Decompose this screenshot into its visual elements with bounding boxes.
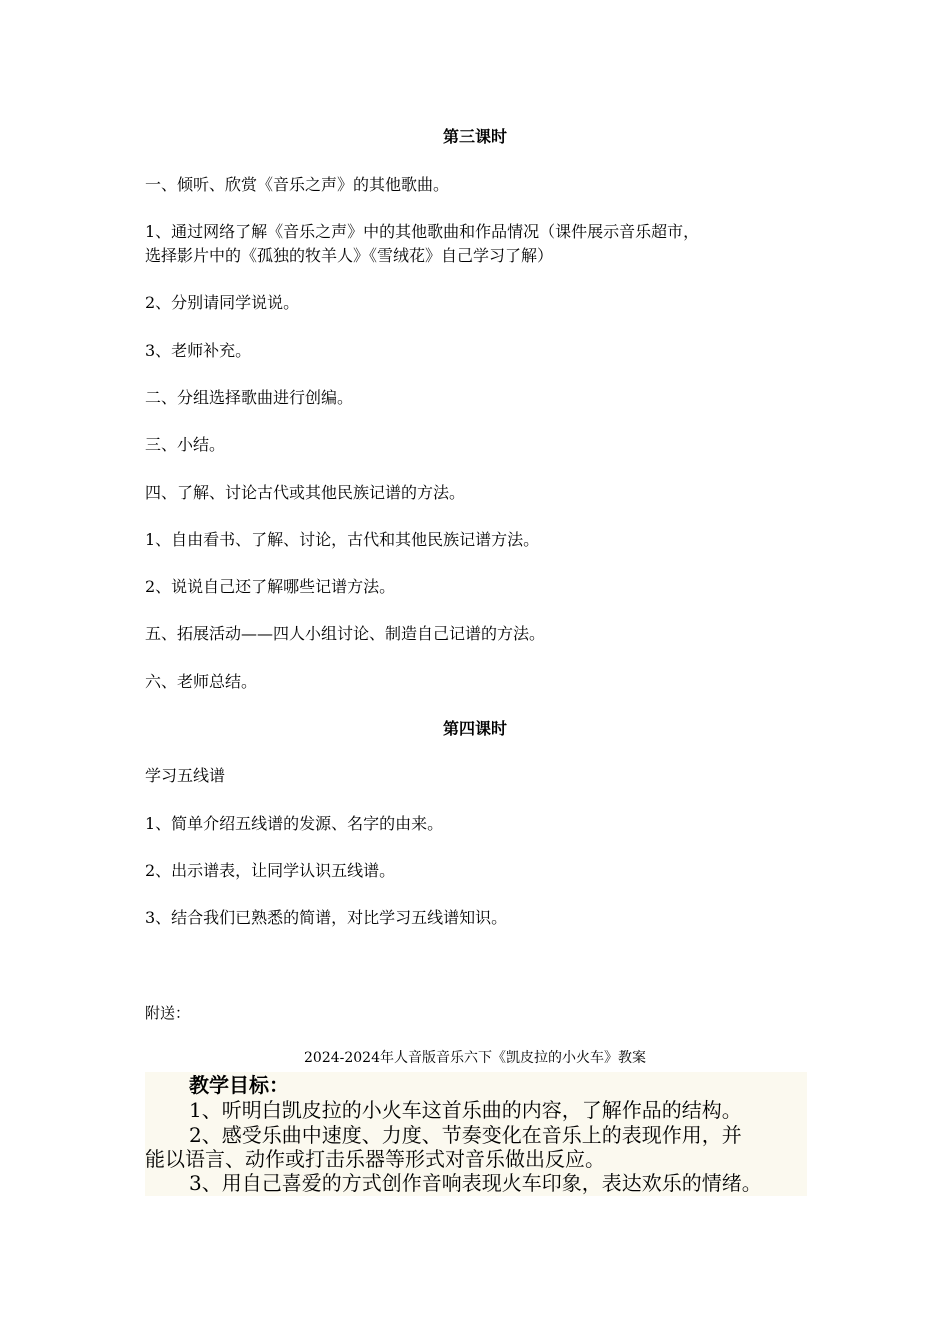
lesson4-line: 学习五线谱 bbox=[145, 766, 226, 785]
lesson4-line: 3、结合我们已熟悉的简谱，对比学习五线谱知识。 bbox=[145, 908, 508, 927]
lesson3-line: 1、自由看书、了解、讨论，古代和其他民族记谱方法。 bbox=[145, 530, 540, 549]
goal-item: 2、感受乐曲中速度、力度、节奏变化在音乐上的表现作用，并 bbox=[189, 1123, 742, 1147]
document-title: 2024-2024年人音版音乐六下《凯皮拉的小火车》教案 bbox=[304, 1050, 646, 1066]
lesson3-line: 二、分组选择歌曲进行创编。 bbox=[145, 388, 354, 407]
lesson3-title: 第三课时 bbox=[442, 127, 507, 146]
goal-item: 能以语言、动作或打击乐器等形式对音乐做出反应。 bbox=[145, 1147, 605, 1171]
lesson3-line: 四、了解、讨论古代或其他民族记谱的方法。 bbox=[145, 483, 466, 502]
appendix-label: 附送： bbox=[145, 1004, 191, 1022]
lesson3-line: 3、老师补充。 bbox=[145, 341, 252, 360]
lesson3-line: 2、分别请同学说说。 bbox=[145, 293, 300, 312]
lesson4-title: 第四课时 bbox=[442, 719, 507, 738]
lesson4-line: 2、出示谱表，让同学认识五线谱。 bbox=[145, 861, 396, 880]
lesson3-line: 五、拓展活动——四人小组讨论、制造自己记谱的方法。 bbox=[145, 624, 546, 643]
teaching-goals-box bbox=[145, 1072, 807, 1196]
lesson3-line: 2、说说自己还了解哪些记谱方法。 bbox=[145, 577, 396, 596]
lesson3-line: 一、倾听、欣赏《音乐之声》的其他歌曲。 bbox=[145, 175, 450, 194]
goal-item: 3、用自己喜爱的方式创作音响表现火车印象，表达欢乐的情绪。 bbox=[189, 1171, 762, 1195]
lesson3-line: 选择影片中的《孤独的牧羊人》《雪绒花》自己学习了解） bbox=[145, 246, 554, 265]
goal-item: 1、听明白凯皮拉的小火车这首乐曲的内容，了解作品的结构。 bbox=[189, 1098, 742, 1122]
lesson3-line: 三、小结。 bbox=[145, 435, 226, 454]
lesson4-line: 1、简单介绍五线谱的发源、名字的由来。 bbox=[145, 814, 444, 833]
lesson3-line: 六、老师总结。 bbox=[145, 672, 258, 691]
lesson3-line: 1、通过网络了解《音乐之声》中的其他歌曲和作品情况（课件展示音乐超市， bbox=[145, 222, 700, 241]
goals-heading: 教学目标： bbox=[189, 1073, 289, 1097]
